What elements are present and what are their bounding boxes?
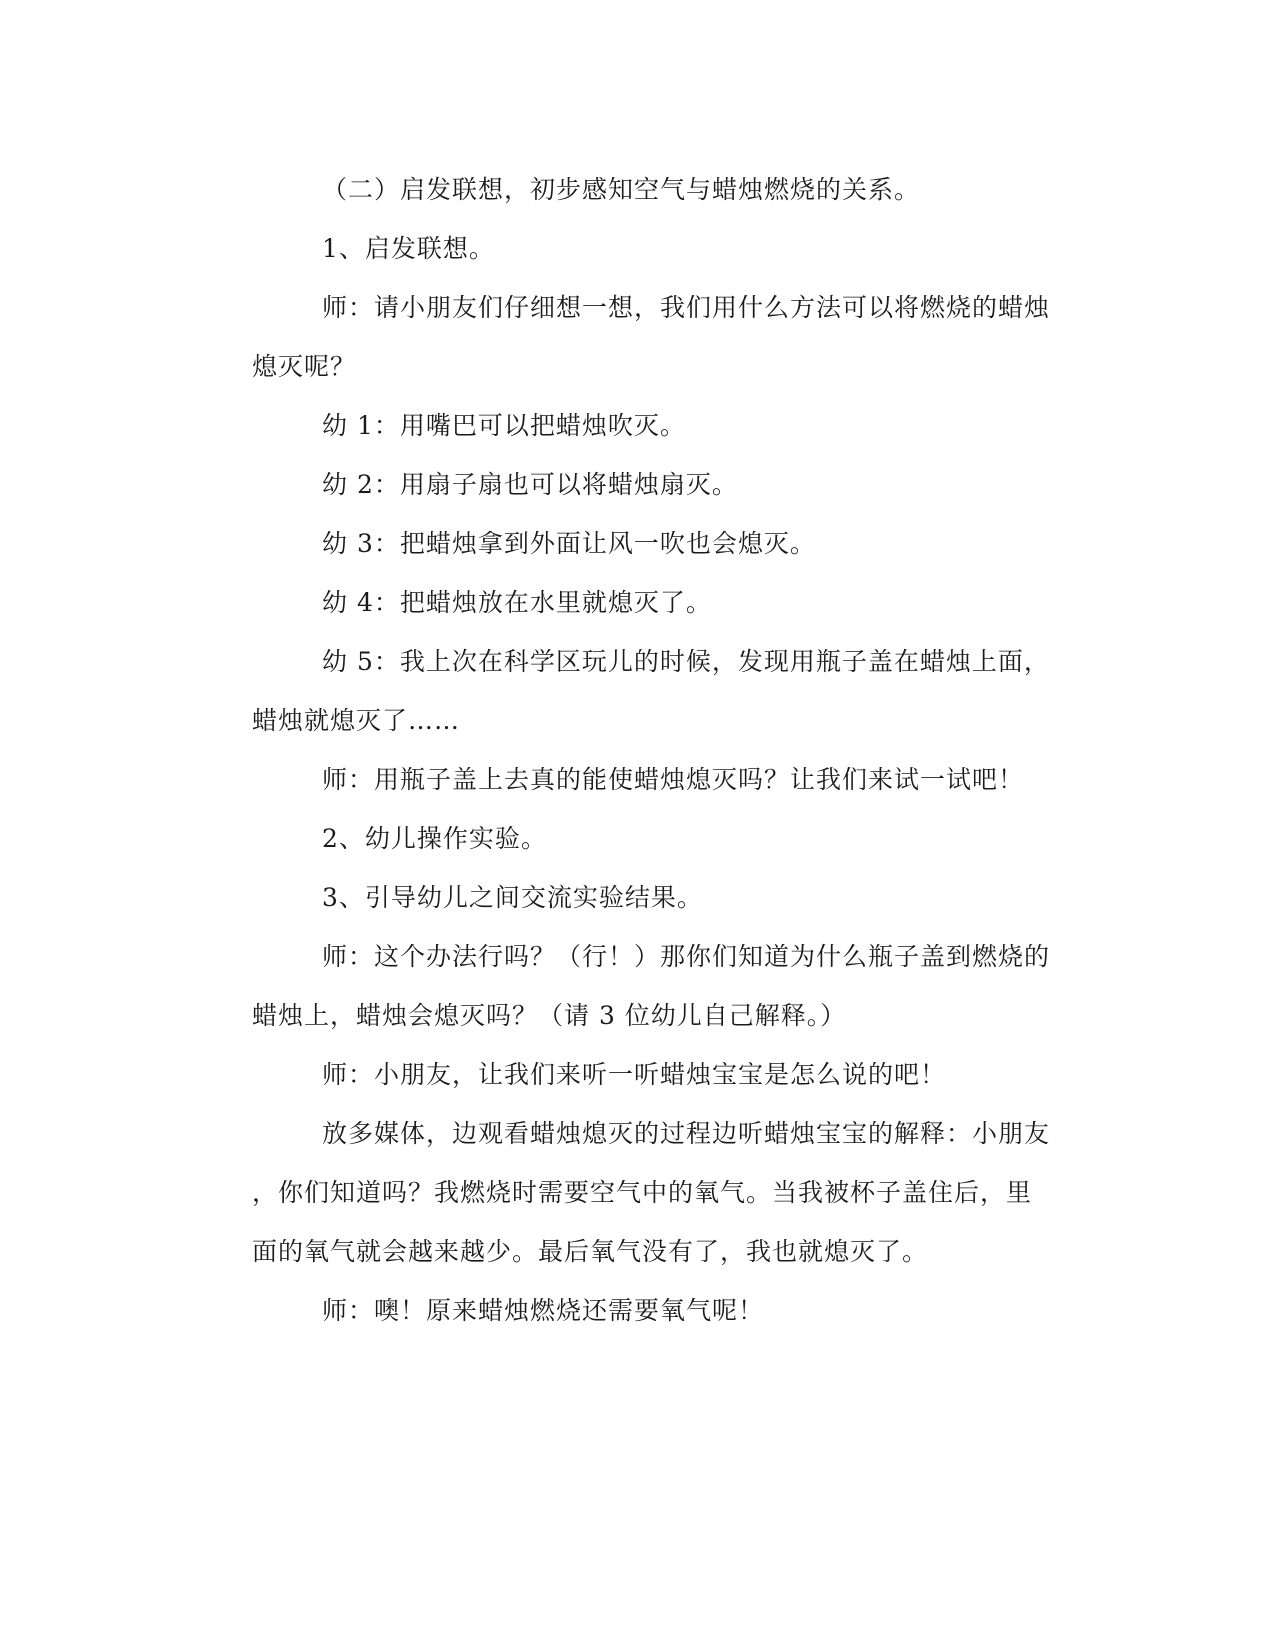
multimedia-explanation	[182, 1104, 1051, 1281]
paragraph-line: 放多媒体，边观看蜡烛熄灭的过程边听蜡烛宝宝的解释：小朋友	[322, 1119, 1051, 1148]
paragraph-line: 熄灭呢？	[252, 352, 357, 381]
step-heading	[182, 809, 1027, 868]
paragraph-line: 3、引导幼儿之间交流实验结果。	[322, 883, 703, 912]
paragraph-line: 面的氧气就会越来越少。最后氧气没有了，我也就熄灭了。	[252, 1237, 929, 1266]
document-body	[182, 160, 1051, 1340]
child-answer	[182, 632, 1050, 750]
paragraph-line: 师：噢！原来蜡烛燃烧还需要氧气呢！	[322, 1296, 765, 1325]
paragraph-line: 蜡烛就熄灭了……	[252, 706, 461, 735]
child-answer	[182, 396, 1027, 455]
teacher-question	[182, 750, 1027, 809]
paragraph-line: （二）启发联想，初步感知空气与蜡烛燃烧的关系。	[322, 175, 921, 204]
child-answer	[182, 573, 1027, 632]
child-answer	[182, 514, 1027, 573]
paragraph-line: 幼 1：用嘴巴可以把蜡烛吹灭。	[322, 411, 686, 440]
paragraph-line: 幼 3：把蜡烛拿到外面让风一吹也会熄灭。	[322, 529, 816, 558]
paragraph-line: 师：用瓶子盖上去真的能使蜡烛熄灭吗？让我们来试一试吧！	[322, 765, 1025, 794]
teacher-prompt	[182, 1045, 1027, 1104]
step-heading	[182, 219, 1027, 278]
paragraph-line: 幼 4：把蜡烛放在水里就熄灭了。	[322, 588, 712, 617]
paragraph-line: 师：小朋友，让我们来听一听蜡烛宝宝是怎么说的吧！	[322, 1060, 947, 1089]
paragraph-line: 师：这个办法行吗？（行！）那你们知道为什么瓶子盖到燃烧的	[322, 942, 1051, 971]
paragraph-line: 2、幼儿操作实验。	[322, 824, 547, 853]
teacher-conclusion	[182, 1281, 1027, 1340]
teacher-question	[182, 278, 1051, 396]
paragraph-line: 1、启发联想。	[322, 234, 495, 263]
teacher-question	[182, 927, 1051, 1045]
paragraph-line: 幼 5：我上次在科学区玩儿的时候，发现用瓶子盖在蜡烛上面，	[322, 647, 1050, 676]
step-heading	[182, 868, 1027, 927]
paragraph-line: 蜡烛上，蜡烛会熄灭吗？（请 3 位幼儿自己解释。）	[252, 1001, 847, 1030]
child-answer	[182, 455, 1027, 514]
paragraph-line: 幼 2：用扇子扇也可以将蜡烛扇灭。	[322, 470, 738, 499]
section-heading	[182, 160, 1027, 219]
paragraph-line: ，你们知道吗？我燃烧时需要空气中的氧气。当我被杯子盖住后，里	[252, 1178, 1033, 1207]
paragraph-line: 师：请小朋友们仔细想一想，我们用什么方法可以将燃烧的蜡烛	[322, 293, 1051, 322]
